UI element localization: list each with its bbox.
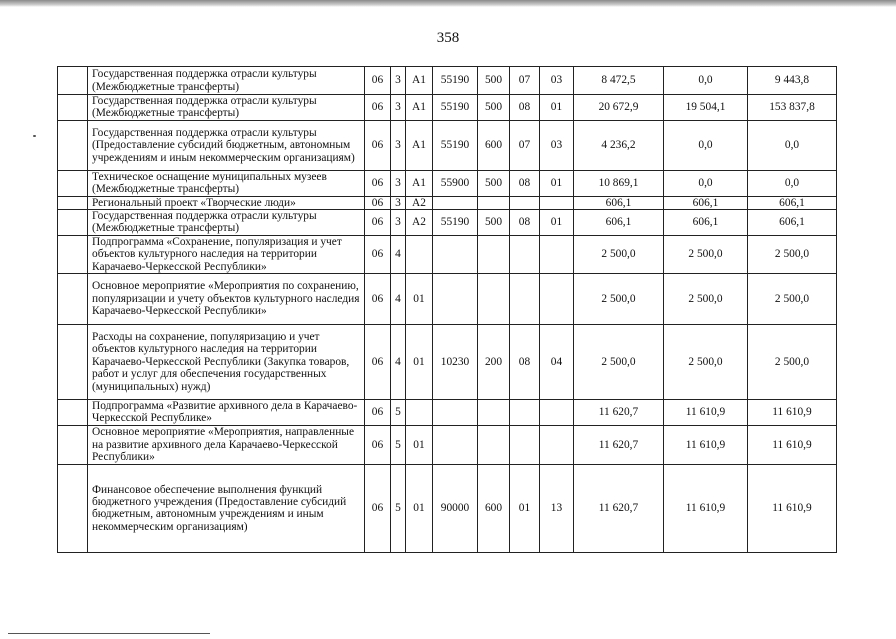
- amount-year-3: 606,1: [748, 196, 837, 209]
- subprogram-code: 5: [391, 464, 406, 552]
- row-blank-cell: [58, 120, 88, 170]
- table-row: [58, 425, 837, 464]
- subsection-code: [540, 425, 574, 464]
- row-description: Государственная поддержка отрасли культуры (Межбюджетные трансферты): [88, 67, 365, 95]
- expense-type-code: [478, 235, 510, 273]
- table-row: [58, 120, 837, 170]
- page-number: 358: [436, 30, 460, 46]
- table-row: [58, 170, 837, 196]
- amount-year-3: 2 500,0: [748, 274, 837, 325]
- scan-top-edge: [0, 0, 896, 7]
- amount-year-1: 606,1: [574, 210, 664, 236]
- row-description: Государственная поддержка отрасли культуры (Предоставление субсидий бюджетным, автономным учреждениям и иным некоммерческим организациям): [88, 120, 365, 170]
- amount-year-2: 2 500,0: [664, 235, 748, 273]
- row-description: Расходы на сохранение, популяризацию и учет объектов культурного наследия на территории Карачаево-Черкесской Республики (Закупка товаров, работ и услуг для обеспечения государственных (муниципальных) нужд): [88, 325, 365, 400]
- program-code: 06: [365, 196, 391, 209]
- program-code: 06: [365, 464, 391, 552]
- scan-speck: [33, 135, 36, 137]
- row-blank-cell: [58, 325, 88, 400]
- subprogram-code: 5: [391, 425, 406, 464]
- expense-type-code: [478, 400, 510, 426]
- amount-year-2: 0,0: [664, 120, 748, 170]
- row-description: Основное мероприятие «Мероприятия, направленные на развитие архивного дела Карачаево-Черкесской Республики»: [88, 425, 365, 464]
- program-code: 06: [365, 425, 391, 464]
- subprogram-code: 3: [391, 95, 406, 121]
- expense-direction-code: [433, 196, 478, 209]
- amount-year-3: 153 837,8: [748, 95, 837, 121]
- activity-code: [406, 400, 433, 426]
- program-code: 06: [365, 67, 391, 95]
- activity-code: 01: [406, 425, 433, 464]
- table-row: [58, 464, 837, 552]
- activity-code: A2: [406, 196, 433, 209]
- program-code: 06: [365, 235, 391, 273]
- program-code: 06: [365, 400, 391, 426]
- table-row: [58, 95, 837, 121]
- amount-year-1: 4 236,2: [574, 120, 664, 170]
- activity-code: [406, 235, 433, 273]
- subsection-code: [540, 400, 574, 426]
- expense-type-code: [478, 196, 510, 209]
- row-description: Подпрограмма «Сохранение, популяризация и учет объектов культурного наследия на территории Карачаево-Черкесской Республики»: [88, 235, 365, 273]
- section-code: 08: [510, 210, 540, 236]
- program-code: 06: [365, 325, 391, 400]
- program-code: 06: [365, 274, 391, 325]
- activity-code: A1: [406, 170, 433, 196]
- table-row: [58, 325, 837, 400]
- expense-direction-code: 55190: [433, 210, 478, 236]
- subsection-code: 03: [540, 120, 574, 170]
- subsection-code: [540, 274, 574, 325]
- amount-year-1: 2 500,0: [574, 274, 664, 325]
- subsection-code: 04: [540, 325, 574, 400]
- row-description: Техническое оснащение муниципальных музеев (Межбюджетные трансферты): [88, 170, 365, 196]
- amount-year-2: 0,0: [664, 67, 748, 95]
- amount-year-3: 2 500,0: [748, 325, 837, 400]
- activity-code: A1: [406, 120, 433, 170]
- activity-code: A1: [406, 67, 433, 95]
- program-code: 06: [365, 170, 391, 196]
- expense-direction-code: 10230: [433, 325, 478, 400]
- subsection-code: 13: [540, 464, 574, 552]
- expense-type-code: 500: [478, 95, 510, 121]
- row-blank-cell: [58, 196, 88, 209]
- row-blank-cell: [58, 95, 88, 121]
- section-code: [510, 274, 540, 325]
- subprogram-code: 3: [391, 170, 406, 196]
- amount-year-3: 11 610,9: [748, 400, 837, 426]
- section-code: [510, 400, 540, 426]
- subsection-code: 01: [540, 95, 574, 121]
- expense-direction-code: [433, 274, 478, 325]
- budget-table: [57, 66, 837, 553]
- expense-direction-code: 55190: [433, 67, 478, 95]
- subsection-code: 01: [540, 170, 574, 196]
- activity-code: 01: [406, 325, 433, 400]
- row-blank-cell: [58, 67, 88, 95]
- table-row: [58, 274, 837, 325]
- subsection-code: [540, 196, 574, 209]
- activity-code: 01: [406, 464, 433, 552]
- expense-type-code: 600: [478, 120, 510, 170]
- activity-code: A1: [406, 95, 433, 121]
- expense-type-code: [478, 425, 510, 464]
- section-code: [510, 235, 540, 273]
- program-code: 06: [365, 95, 391, 121]
- section-code: 08: [510, 95, 540, 121]
- amount-year-3: 9 443,8: [748, 67, 837, 95]
- amount-year-2: 11 610,9: [664, 464, 748, 552]
- table-row: [58, 67, 837, 95]
- subprogram-code: 4: [391, 325, 406, 400]
- program-code: 06: [365, 120, 391, 170]
- footnote-rule: [8, 633, 210, 634]
- activity-code: 01: [406, 274, 433, 325]
- expense-type-code: 200: [478, 325, 510, 400]
- row-description: Региональный проект «Творческие люди»: [88, 196, 365, 209]
- subprogram-code: 3: [391, 120, 406, 170]
- amount-year-2: 2 500,0: [664, 274, 748, 325]
- program-code: 06: [365, 210, 391, 236]
- expense-type-code: [478, 274, 510, 325]
- row-blank-cell: [58, 425, 88, 464]
- subprogram-code: 3: [391, 67, 406, 95]
- amount-year-1: 606,1: [574, 196, 664, 209]
- row-blank-cell: [58, 170, 88, 196]
- amount-year-1: 8 472,5: [574, 67, 664, 95]
- row-description: Государственная поддержка отрасли культуры (Межбюджетные трансферты): [88, 210, 365, 236]
- row-blank-cell: [58, 400, 88, 426]
- expense-type-code: 500: [478, 67, 510, 95]
- table-row: [58, 400, 837, 426]
- amount-year-1: 11 620,7: [574, 464, 664, 552]
- amount-year-1: 11 620,7: [574, 400, 664, 426]
- subsection-code: [540, 235, 574, 273]
- row-description: Основное мероприятие «Мероприятия по сохранению, популяризации и учету объектов культурного наследия Карачаево-Черкесской Республики»: [88, 274, 365, 325]
- row-description: Государственная поддержка отрасли культуры (Межбюджетные трансферты): [88, 95, 365, 121]
- expense-direction-code: [433, 235, 478, 273]
- row-blank-cell: [58, 274, 88, 325]
- expense-type-code: 500: [478, 210, 510, 236]
- amount-year-2: 0,0: [664, 170, 748, 196]
- amount-year-3: 0,0: [748, 170, 837, 196]
- amount-year-1: 2 500,0: [574, 325, 664, 400]
- section-code: 07: [510, 67, 540, 95]
- expense-direction-code: [433, 425, 478, 464]
- row-description: Финансовое обеспечение выполнения функций бюджетного учреждения (Предоставление субсидий бюджетным, автономным учреждениям и иным некоммерческим организациям): [88, 464, 365, 552]
- subsection-code: 01: [540, 210, 574, 236]
- subprogram-code: 3: [391, 210, 406, 236]
- row-blank-cell: [58, 210, 88, 236]
- section-code: 08: [510, 325, 540, 400]
- table-row: [58, 196, 837, 209]
- amount-year-2: 606,1: [664, 210, 748, 236]
- expense-direction-code: [433, 400, 478, 426]
- table-row: [58, 210, 837, 236]
- amount-year-1: 20 672,9: [574, 95, 664, 121]
- amount-year-3: 606,1: [748, 210, 837, 236]
- section-code: [510, 196, 540, 209]
- amount-year-3: 11 610,9: [748, 464, 837, 552]
- subprogram-code: 3: [391, 196, 406, 209]
- expense-type-code: 500: [478, 170, 510, 196]
- expense-direction-code: 55190: [433, 95, 478, 121]
- amount-year-3: 0,0: [748, 120, 837, 170]
- table-row: [58, 235, 837, 273]
- row-description: Подпрограмма «Развитие архивного дела в Карачаево-Черкесской Республике»: [88, 400, 365, 426]
- amount-year-2: 19 504,1: [664, 95, 748, 121]
- table-body: [58, 67, 837, 553]
- section-code: 08: [510, 170, 540, 196]
- amount-year-2: 11 610,9: [664, 425, 748, 464]
- row-blank-cell: [58, 464, 88, 552]
- activity-code: A2: [406, 210, 433, 236]
- expense-direction-code: 90000: [433, 464, 478, 552]
- amount-year-1: 10 869,1: [574, 170, 664, 196]
- expense-type-code: 600: [478, 464, 510, 552]
- amount-year-2: 606,1: [664, 196, 748, 209]
- expense-direction-code: 55900: [433, 170, 478, 196]
- amount-year-1: 11 620,7: [574, 425, 664, 464]
- section-code: 07: [510, 120, 540, 170]
- row-blank-cell: [58, 235, 88, 273]
- section-code: [510, 425, 540, 464]
- section-code: 01: [510, 464, 540, 552]
- subprogram-code: 4: [391, 274, 406, 325]
- amount-year-1: 2 500,0: [574, 235, 664, 273]
- expense-direction-code: 55190: [433, 120, 478, 170]
- subsection-code: 03: [540, 67, 574, 95]
- subprogram-code: 4: [391, 235, 406, 273]
- amount-year-3: 2 500,0: [748, 235, 837, 273]
- amount-year-3: 11 610,9: [748, 425, 837, 464]
- subprogram-code: 5: [391, 400, 406, 426]
- amount-year-2: 11 610,9: [664, 400, 748, 426]
- amount-year-2: 2 500,0: [664, 325, 748, 400]
